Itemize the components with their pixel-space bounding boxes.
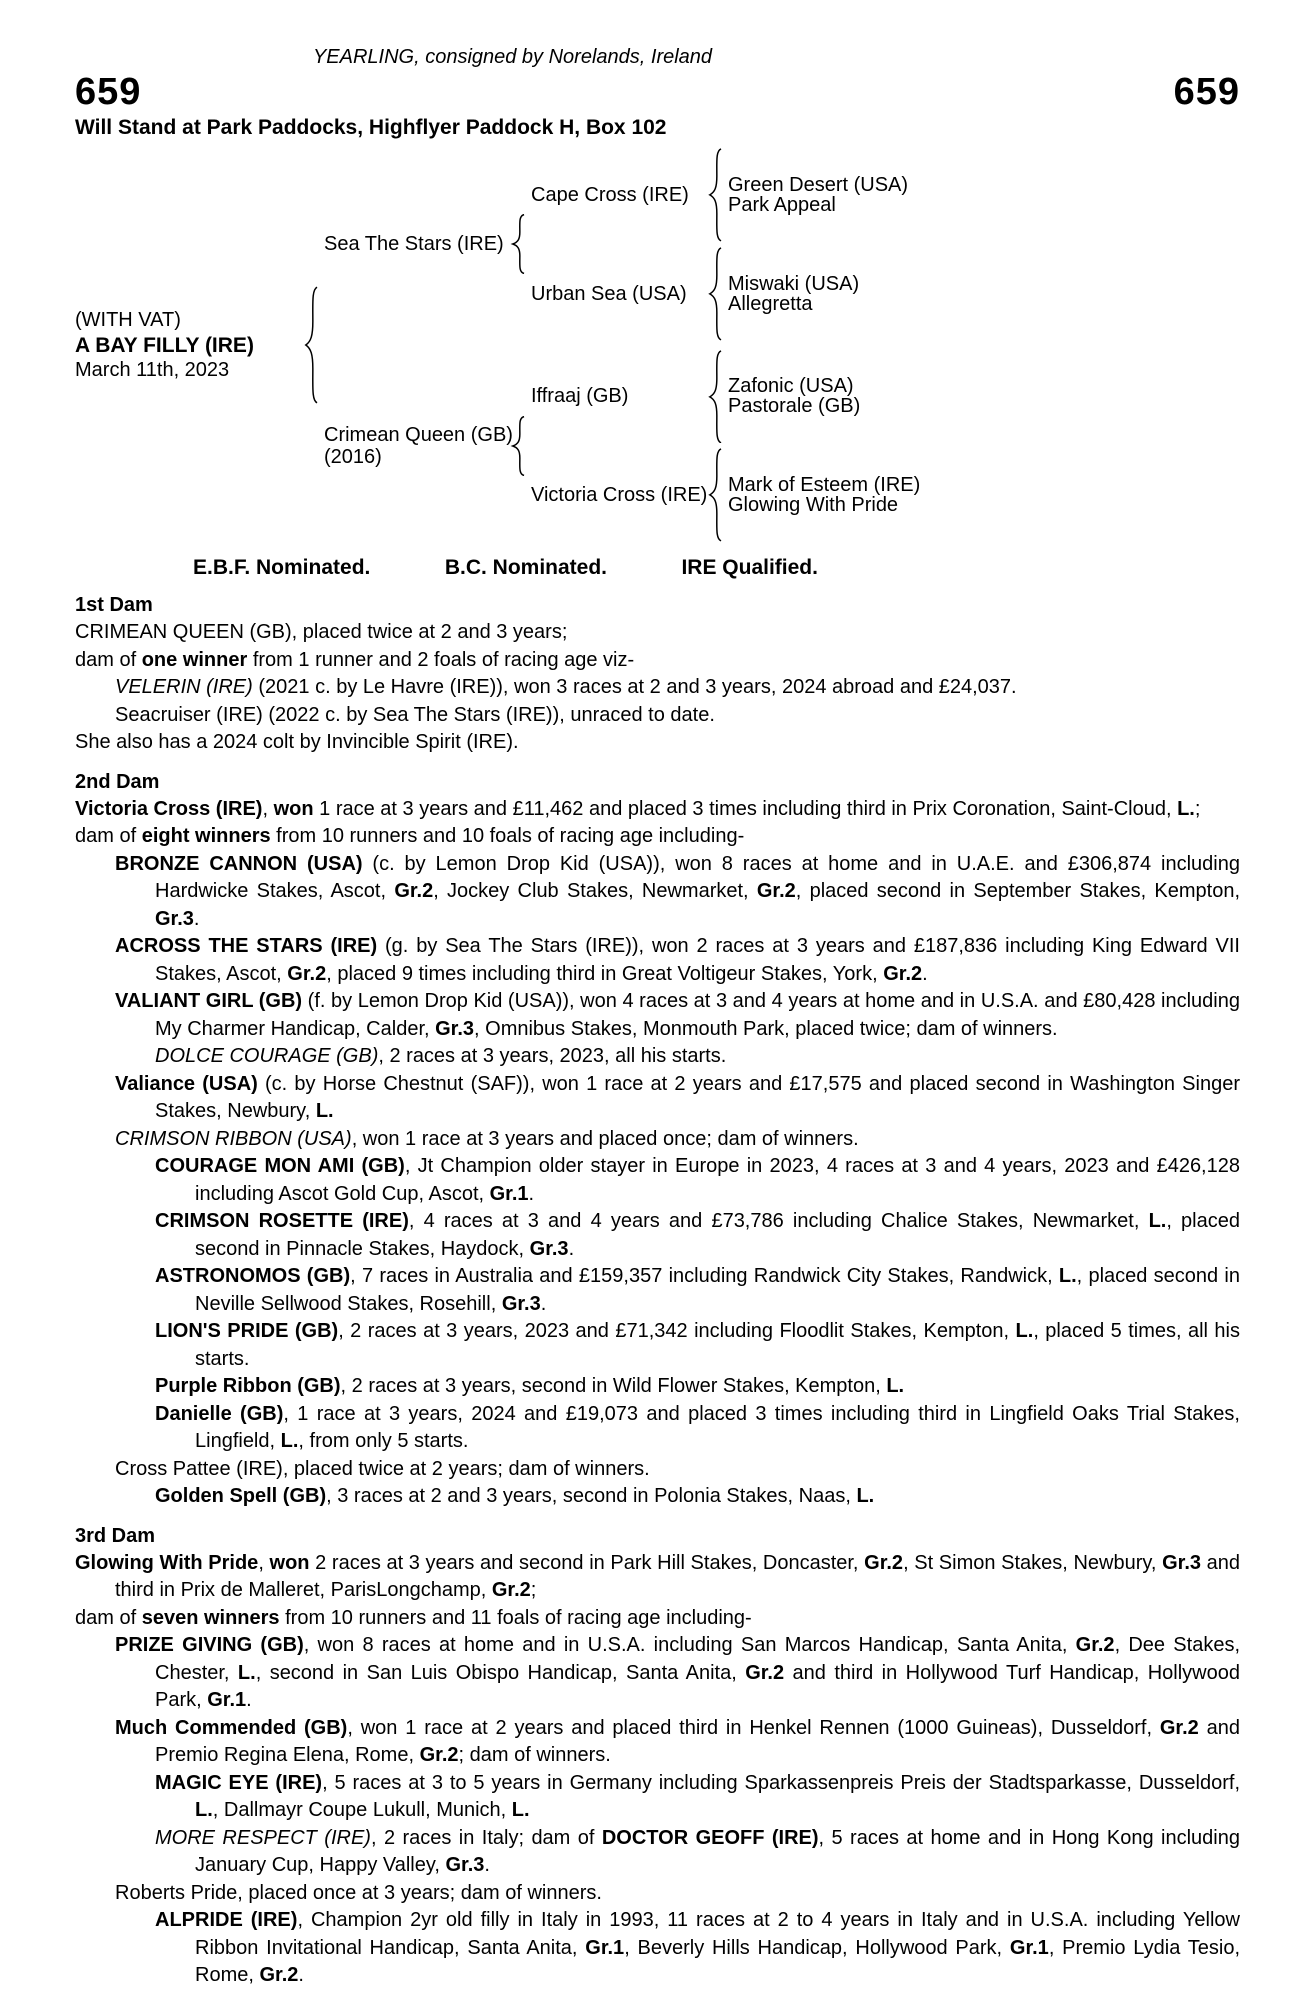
- section-heading: 1st Dam: [75, 594, 153, 616]
- damsire-name: Iffraaj (GB): [531, 385, 629, 408]
- pedigree-text-paragraph: [75, 674, 1240, 702]
- text-run: (g. by Sea The Stars (IRE)), won 2 races at 3 years and £187,836 including King Edward VII Stakes, Ascot,: [155, 935, 1240, 985]
- text-run: Gr.2: [745, 1661, 785, 1684]
- section-heading: 2nd Dam: [75, 770, 160, 793]
- pedigree-brace-icon: [707, 247, 722, 341]
- section-heading: 3rd Dam: [75, 1524, 156, 1547]
- pedigree-text-paragraph: [75, 1401, 1240, 1456]
- subject-name: A BAY FILLY (IRE): [75, 333, 254, 357]
- text-run: , from only 5 starts.: [298, 1430, 469, 1452]
- foal-date: March 11th, 2023: [75, 358, 230, 381]
- pedigree-text-paragraph: [75, 1770, 1240, 1825]
- damsire-unit: [525, 350, 920, 444]
- pedigree-text-paragraph: [75, 1880, 1240, 1908]
- text-run: Gr.2: [1159, 1716, 1199, 1739]
- pedigree-text-paragraph: [75, 1263, 1240, 1318]
- ire-qualified-label: IRE Qualified.: [681, 556, 818, 579]
- text-run: L.: [1148, 1210, 1167, 1232]
- text-run: , Omnibus Stakes, Monmouth Park, placed twice; dam of winners.: [474, 1017, 1058, 1040]
- text-run: MAGIC EYE (IRE): [155, 1771, 323, 1794]
- pedigree-text-paragraph: [75, 1373, 1240, 1401]
- text-run: 1 race at 3 years and £11,462 and placed 3 times including third in Prix Coronation, Saint-Cloud,: [313, 797, 1178, 820]
- text-run: , placed 9 times including third in Great Voltigeur Stakes, York,: [326, 962, 884, 985]
- granddam-name: Urban Sea (USA): [531, 282, 687, 305]
- text-run: DOLCE COURAGE (GB): [155, 1045, 379, 1067]
- text-run: L.: [511, 1799, 530, 1821]
- ancestor-name: Park Appeal: [728, 193, 836, 216]
- lot-number-left: 659: [75, 71, 142, 113]
- text-run: Cross Pattee (IRE), placed twice at 2 years; dam of winners.: [115, 1457, 650, 1480]
- pedigree-text-paragraph: [75, 823, 1240, 851]
- text-run: , won 8 races at home and in U.S.A. including San Marcos Handicap, Santa Anita,: [303, 1634, 1076, 1656]
- text-run: , 7 races in Australia and £159,357 including Randwick City Stakes, Randwick,: [350, 1265, 1059, 1287]
- text-run: , placed 5 times, all his starts.: [195, 1320, 1240, 1370]
- text-run: Roberts Pride, placed once at 3 years; dam of winners.: [115, 1881, 602, 1904]
- text-run: MORE RESPECT (IRE): [155, 1826, 371, 1849]
- second-dam-name: Victoria Cross (IRE): [531, 484, 708, 507]
- text-run: , placed second in September Stakes, Kempton,: [795, 880, 1241, 902]
- text-run: Seacruiser (IRE) (2022 c. by Sea The Stars (IRE)), unraced to date.: [115, 703, 715, 726]
- pedigree-brace-icon: [510, 214, 525, 274]
- text-run: Gr.2: [394, 880, 434, 902]
- nominations-line: [193, 556, 818, 580]
- text-run: COURAGE MON AMI (GB): [155, 1155, 405, 1177]
- text-run: CRIMEAN QUEEN (GB), placed twice at 2 and 3 years;: [75, 621, 568, 643]
- pedigree-text-paragraph: [75, 729, 1240, 757]
- text-run: , 2 races at 3 years, second in Wild Flower Stakes, Kempton,: [340, 1375, 887, 1397]
- text-run: L.: [315, 1100, 334, 1122]
- pedigree-text-paragraph: [75, 1126, 1240, 1154]
- text-run: , 3 races at 2 and 3 years, second in Polonia Stakes, Naas,: [326, 1485, 857, 1507]
- text-run: Much Commended (GB): [115, 1716, 348, 1739]
- pedigree-text-paragraph: [75, 1043, 1240, 1071]
- pedigree-text-paragraph: [75, 851, 1240, 934]
- pedigree-text-paragraph: [75, 1071, 1240, 1126]
- text-run: ,: [258, 1551, 270, 1574]
- text-run: Gr.1: [207, 1689, 247, 1711]
- text-run: dam of: [75, 648, 142, 671]
- text-run: Golden Spell (GB): [155, 1485, 327, 1507]
- text-run: , 2 races in Italy; dam of: [370, 1826, 602, 1849]
- text-run: , won 1 race at 3 years and placed once; dam of winners.: [351, 1127, 859, 1150]
- text-run: , won 1 race at 2 years and placed third in Henkel Rennen (1000 Guineas), Dusseldorf,: [347, 1716, 1160, 1739]
- text-run: Gr.1: [1009, 1936, 1049, 1959]
- text-run: DOCTOR GEOFF (IRE): [601, 1826, 819, 1849]
- pedigree-text-paragraph: [75, 1632, 1240, 1715]
- lot-number-right: 659: [1173, 71, 1240, 113]
- text-run: Glowing With Pride: [75, 1551, 259, 1574]
- dam-year: (2016): [324, 445, 382, 468]
- pedigree-text-paragraph: [75, 647, 1240, 675]
- text-run: Gr.2: [883, 962, 923, 985]
- text-run: , placed second in Pinnacle Stakes, Haydock,: [195, 1210, 1240, 1260]
- text-run: L.: [1177, 797, 1195, 820]
- text-run: seven winners: [141, 1606, 280, 1629]
- text-run: Gr.1: [489, 1182, 529, 1205]
- text-run: L.: [1058, 1265, 1077, 1287]
- text-run: Gr.2: [756, 880, 796, 902]
- second-dam-unit: [525, 448, 920, 542]
- text-run: , 5 races at home and in Hong Kong including January Cup, Happy Valley,: [195, 1826, 1240, 1876]
- text-run: Gr.1: [585, 1936, 625, 1959]
- text-run: (2021 c. by Le Havre (IRE)), won 3 races at 2 and 3 years, 2024 abroad and £24,037.: [252, 676, 1017, 698]
- pedigree-text-paragraph: [75, 933, 1240, 988]
- pedigree-text-paragraph: [75, 1907, 1240, 1990]
- text-run: L.: [237, 1661, 256, 1684]
- text-run: won: [273, 797, 314, 820]
- pedigree-brace-icon: [707, 448, 722, 542]
- text-run: , placed second in Neville Sellwood Stakes, Rosehill,: [195, 1265, 1240, 1315]
- text-run: eight winners: [141, 825, 271, 847]
- text-run: Gr.3: [155, 907, 194, 930]
- text-run: and Premio Regina Elena, Rome,: [155, 1716, 1240, 1766]
- text-run: L.: [886, 1375, 905, 1397]
- ancestor-name: Mark of Esteem (IRE): [728, 474, 921, 497]
- ancestor-name: Allegretta: [728, 292, 813, 315]
- text-run: L.: [856, 1485, 875, 1507]
- text-run: LION'S PRIDE (GB): [155, 1320, 339, 1342]
- bc-nominated-label: B.C. Nominated.: [444, 556, 607, 579]
- text-run: (c. by Lemon Drop Kid (USA)), won 8 races at home and in U.A.E. and £306,874 including Hardwicke Stakes, Ascot,: [155, 852, 1240, 902]
- text-run: 2 races at 3 years and second in Park Hill Stakes, Doncaster,: [309, 1551, 865, 1574]
- text-run: Gr.2: [1075, 1634, 1115, 1656]
- text-run: Danielle (GB): [155, 1402, 284, 1425]
- text-run: L.: [195, 1799, 213, 1821]
- text-run: .: [193, 907, 200, 930]
- pedigree-text-paragraph: [75, 702, 1240, 730]
- granddam-unit: [525, 247, 908, 341]
- text-run: Victoria Cross (IRE): [75, 797, 263, 820]
- text-run: CRIMSON RIBBON (USA): [115, 1127, 352, 1150]
- text-run: .: [298, 1964, 304, 1986]
- pedigree-text-paragraph: [75, 619, 1240, 647]
- text-run: VELERIN (IRE): [115, 676, 253, 698]
- text-run: won: [269, 1551, 310, 1574]
- text-run: L.: [280, 1430, 299, 1452]
- pedigree-text-paragraph: [75, 1825, 1240, 1880]
- dam-group: [318, 350, 920, 543]
- grandsire-name: Cape Cross (IRE): [531, 183, 689, 206]
- pedigree-text-paragraph: [75, 1483, 1240, 1511]
- text-run: from 10 runners and 11 foals of racing age including-: [279, 1606, 752, 1629]
- text-run: ,: [262, 797, 274, 820]
- text-run: Gr.2: [864, 1551, 904, 1574]
- text-run: ASTRONOMOS (GB): [155, 1265, 351, 1287]
- grandsire-unit: [525, 148, 908, 242]
- text-run: , second in San Luis Obispo Handicap, Santa Anita,: [255, 1661, 746, 1684]
- text-run: .: [922, 962, 928, 985]
- text-run: VALIANT GIRL (GB): [115, 990, 303, 1012]
- text-run: dam of: [75, 1606, 142, 1629]
- text-run: one winner: [141, 648, 248, 671]
- text-run: .: [540, 1292, 547, 1315]
- sire-group: [318, 148, 920, 341]
- text-run: .: [528, 1182, 535, 1205]
- pedigree-text-paragraph: [75, 1456, 1240, 1484]
- text-run: , Jt Champion older stayer in Europe in 2023, 4 races at 3 and 4 years, 2023 and £426,128 including Ascot Gold Cup, Ascot,: [195, 1155, 1240, 1205]
- text-run: , 5 races at 3 to 5 years in Germany including Sparkassenpreis Preis der Stadtsparkasse, Dusseldorf,: [322, 1771, 1241, 1794]
- text-run: PRIZE GIVING (GB): [115, 1634, 304, 1656]
- text-run: Gr.2: [491, 1579, 531, 1601]
- text-run: , St Simon Stakes, Newbury,: [903, 1551, 1163, 1574]
- dam-block: [318, 423, 513, 468]
- sire-name: Sea The Stars (IRE): [324, 233, 504, 256]
- text-run: from 10 runners and 10 foals of racing age including-: [270, 825, 745, 847]
- text-run: , Premio Lydia Tesio, Rome,: [195, 1936, 1241, 1986]
- text-run: ALPRIDE (IRE): [155, 1909, 298, 1931]
- pedigree-table: [75, 148, 1240, 542]
- text-run: and third in Hollywood Turf Handicap, Hollywood Park,: [155, 1661, 1240, 1711]
- pedigree-text-paragraph: [75, 1208, 1240, 1263]
- text-run: Gr.3: [1162, 1551, 1201, 1574]
- pedigree-text-paragraph: [75, 796, 1240, 824]
- ancestor-name: Pastorale (GB): [728, 395, 861, 418]
- text-run: , 2 races at 3 years, 2023 and £71,342 including Floodlit Stakes, Kempton,: [338, 1320, 1016, 1342]
- ancestor-name: Zafonic (USA): [728, 375, 854, 398]
- text-run: and third in Prix de Malleret, ParisLongchamp,: [115, 1551, 1241, 1601]
- consignor-line: YEARLING, consigned by Norelands, Ireland: [312, 46, 713, 68]
- pedigree-generations: [318, 148, 920, 542]
- vat-line: (WITH VAT): [75, 308, 181, 331]
- ebf-nominated-label: E.B.F. Nominated.: [193, 556, 371, 579]
- text-run: Gr.3: [501, 1292, 541, 1315]
- text-run: Gr.2: [419, 1744, 459, 1766]
- text-run: ACROSS THE STARS (IRE): [115, 935, 378, 957]
- text-run: Purple Ribbon (GB): [155, 1375, 341, 1397]
- lot-number-row: [75, 71, 1240, 114]
- text-run: Valiance (USA): [115, 1072, 258, 1095]
- stand-location-line: Will Stand at Park Paddocks, Highflyer Paddock H, Box 102: [75, 116, 667, 139]
- text-run: ;: [530, 1579, 537, 1601]
- text-run: Gr.3: [529, 1237, 569, 1260]
- ancestor-name: Miswaki (USA): [728, 272, 860, 295]
- pedigree-text-paragraph: [75, 1715, 1240, 1770]
- text-run: L.: [1015, 1320, 1034, 1342]
- pedigree-brace-icon: [707, 148, 722, 242]
- text-run: Gr.3: [435, 1017, 475, 1040]
- pedigree-text-paragraph: [75, 1550, 1240, 1605]
- pedigree-brace-icon: [707, 350, 722, 444]
- text-run: (f. by Lemon Drop Kid (USA)), won 4 races at 3 and 4 years at home and in U.S.A. and £80,428 including My Charmer Handicap, Calder,: [155, 990, 1240, 1040]
- ancestor-name: Glowing With Pride: [728, 494, 899, 517]
- pedigree-brace-icon: [510, 416, 525, 476]
- text-run: , 1 race at 3 years, 2024 and £19,073 and placed 3 times including third in Lingfield Oaks Trial Stakes, Lingfield,: [195, 1402, 1240, 1452]
- text-run: BRONZE CANNON (USA): [115, 852, 363, 875]
- pedigree-text-paragraph: [75, 1153, 1240, 1208]
- text-run: ; dam of winners.: [458, 1744, 611, 1766]
- text-run: Gr.3: [445, 1854, 485, 1876]
- text-run: , Dee Stakes, Chester,: [155, 1634, 1241, 1684]
- dam-name: Crimean Queen (GB): [324, 423, 513, 446]
- text-run: .: [246, 1689, 252, 1711]
- text-run: , Beverly Hills Handicap, Hollywood Park,: [624, 1936, 1010, 1959]
- text-run: , 4 races at 3 and 4 years and £73,786 including Chalice Stakes, Newmarket,: [408, 1210, 1149, 1232]
- text-run: , Dallmayr Coupe Lukull, Munich,: [212, 1799, 512, 1821]
- subject-block: [75, 308, 303, 383]
- text-run: dam of: [75, 825, 142, 847]
- dam-sections: [75, 591, 1240, 1990]
- text-run: , Champion 2yr old filly in Italy in 1993, 11 races at 2 to 4 years in Italy and in U.S.A. including Yellow Ribbon Invitational Handicap, Santa Anita,: [195, 1909, 1240, 1959]
- text-run: , Jockey Club Stakes, Newmarket,: [433, 880, 757, 902]
- text-run: ;: [1194, 797, 1201, 820]
- text-run: CRIMSON ROSETTE (IRE): [155, 1210, 409, 1232]
- text-run: (c. by Horse Chestnut (SAF)), won 1 race at 2 years and £17,575 and placed second in Washington Singer Stakes, Newbury,: [155, 1072, 1240, 1122]
- text-run: Gr.2: [259, 1964, 299, 1986]
- text-run: , 2 races at 3 years, 2023, all his starts.: [378, 1045, 727, 1067]
- pedigree-text-paragraph: [75, 988, 1240, 1043]
- pedigree-text-paragraph: [75, 1605, 1240, 1633]
- text-run: She also has a 2024 colt by Invincible Spirit (IRE).: [75, 731, 519, 753]
- text-run: .: [568, 1237, 575, 1260]
- text-run: .: [484, 1854, 490, 1876]
- text-run: Gr.2: [287, 962, 327, 985]
- pedigree-text-paragraph: [75, 1318, 1240, 1373]
- pedigree-brace-icon: [303, 286, 318, 404]
- ancestor-name: Green Desert (USA): [728, 173, 909, 196]
- text-run: from 1 runner and 2 foals of racing age viz-: [247, 648, 635, 671]
